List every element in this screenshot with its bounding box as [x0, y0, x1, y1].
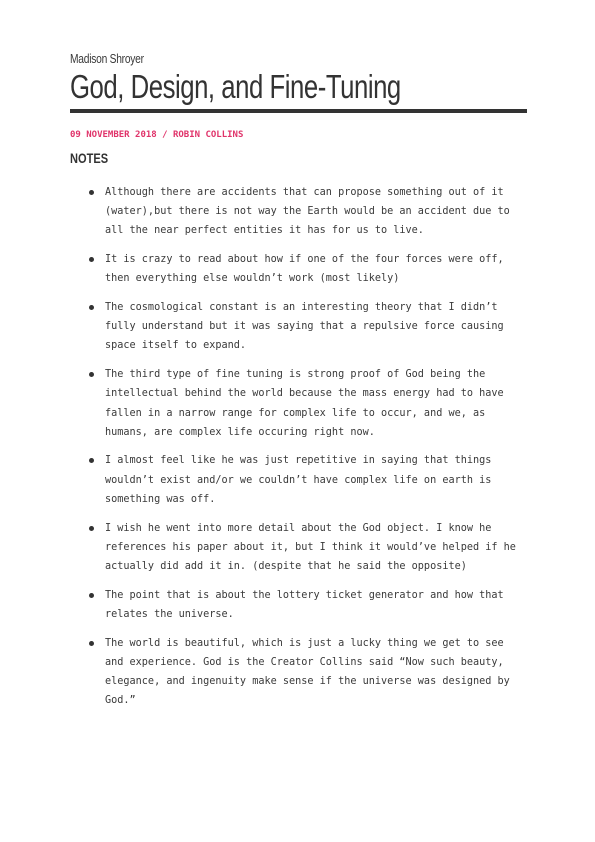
list-item: [70, 250, 527, 288]
bullet-icon: [89, 458, 94, 463]
date-and-source: 09 NOVEMBER 2018 / ROBIN COLLINS: [70, 130, 244, 140]
note-text: It is crazy to read about how if one of the four forces were off, then everything else wouldn’t work (most likely): [105, 254, 504, 285]
note-text: Although there are accidents that can propose something out of it (water),but there is not way the Earth would be an accident due to all the near perfect entities it has for us to live.: [105, 187, 510, 237]
bullet-icon: [89, 641, 94, 646]
list-item: [70, 519, 527, 577]
notes-list: [70, 183, 527, 710]
bullet-icon: [89, 372, 94, 377]
note-text: The world is beautiful, which is just a lucky thing we get to see and experience. God is the Creator Collins said “Now such beauty, elegance, and ingenuity make sense if the universe was designed by God.”: [105, 637, 510, 707]
list-item: [70, 365, 527, 442]
bullet-icon: [89, 526, 94, 531]
document-page: [70, 52, 527, 720]
section-heading: NOTES: [70, 151, 109, 166]
document-title: God, Design, and Fine-Tuning: [70, 68, 401, 105]
list-item: [70, 634, 527, 711]
note-text: The cosmological constant is an interesting theory that I didn’t fully understand but it was saying that a repulsive force causing space itself to expand.: [105, 302, 504, 352]
note-text: The third type of fine tuning is strong proof of God being the intellectual behind the world because the mass energy had to have fallen in a narrow range for complex life to occur, and we, as humans, are complex life occuring right now.: [105, 369, 504, 438]
list-item: [70, 586, 527, 624]
note-text: The point that is about the lottery ticket generator and how that relates the universe.: [105, 589, 504, 620]
note-text: I almost feel like he was just repetitive in saying that things wouldn’t exist and/or we couldn’t have complex life on earth is something was off.: [105, 455, 492, 505]
note-text: I wish he went into more detail about the God object. I know he references his paper about it, but I think it would’ve helped if he actually did add it in. (despite that he said the opposite): [105, 522, 516, 572]
author-name: Madison Shroyer: [70, 52, 144, 66]
bullet-icon: [89, 257, 94, 262]
bullet-icon: [89, 190, 94, 195]
bullet-icon: [89, 305, 94, 310]
title-divider: [70, 109, 527, 113]
list-item: [70, 451, 527, 509]
list-item: [70, 298, 527, 356]
bullet-icon: [89, 593, 94, 598]
list-item: [70, 183, 527, 241]
